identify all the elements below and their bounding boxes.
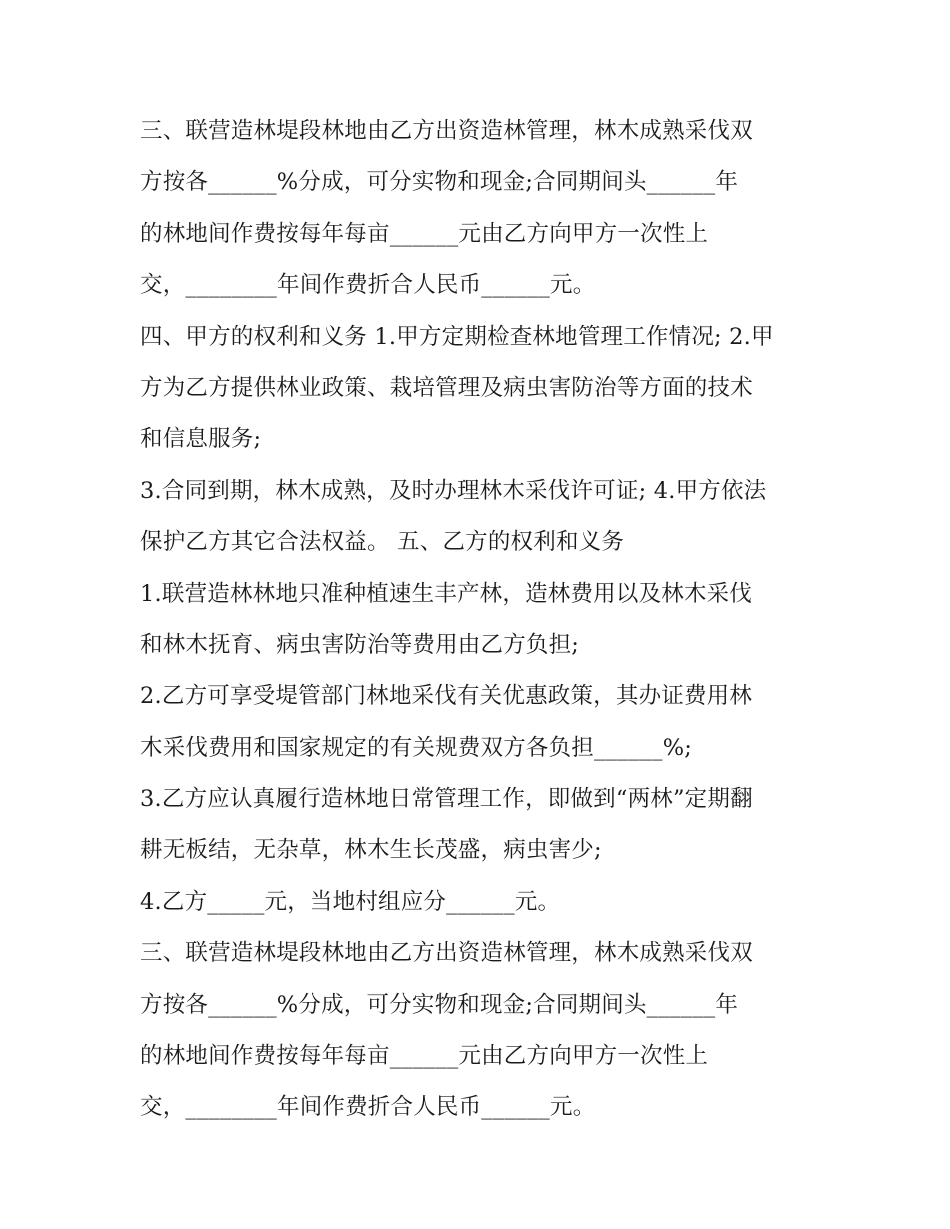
text-line: 方为乙方提供林业政策、栽培管理及病虫害防治等方面的技术 [140,374,753,401]
text-line: 交，________年间作费折合人民币______元。 [140,272,596,299]
text-line: 3.合同到期，林木成熟，及时办理林木采伐许可证; 4.甲方依法 [140,477,767,504]
text-line: 交，________年间作费折合人民币______元。 [140,1094,596,1121]
text-line: 的林地间作费按每年每亩______元由乙方向甲方一次性上 [140,1043,709,1070]
text-line: 和信息服务; [140,426,262,453]
text-line: 方按各______%分成，可分实物和现金;合同期间头______年 [140,169,739,196]
text-line: 三、联营造林堤段林地由乙方出资造林管理，林木成熟采伐双 [140,940,753,967]
text-line: 4.乙方_____元，当地村组应分______元。 [140,888,561,915]
text-line: 耕无板结，无杂草，林木生长茂盛，病虫害少; [140,837,602,864]
text-line: 和林木抚育、病虫害防治等费用由乙方负担; [140,631,580,658]
text-line: 方按各______%分成，可分实物和现金;合同期间头______年 [140,991,739,1018]
text-line: 1.联营造林林地只准种植速生丰产林，造林费用以及林木采伐 [140,580,753,607]
text-line: 保护乙方其它合法权益。 五、乙方的权利和义务 [140,529,625,556]
text-line: 3.乙方应认真履行造林地日常管理工作，即做到“两林”定期翻 [140,786,753,813]
text-line: 2.乙方可享受堤管部门林地采伐有关优惠政策，其办证费用林 [140,683,753,710]
document-body [140,106,820,1134]
text-line: 三、联营造林堤段林地由乙方出资造林管理，林木成熟采伐双 [140,118,753,144]
text-line: 木采伐费用和国家规定的有关规费双方各负担______%; [140,734,693,761]
text-line: 的林地间作费按每年每亩______元由乙方向甲方一次性上 [140,220,709,247]
text-line: 四、甲方的权利和义务 1.甲方定期检查林地管理工作情况; 2.甲 [140,323,774,350]
